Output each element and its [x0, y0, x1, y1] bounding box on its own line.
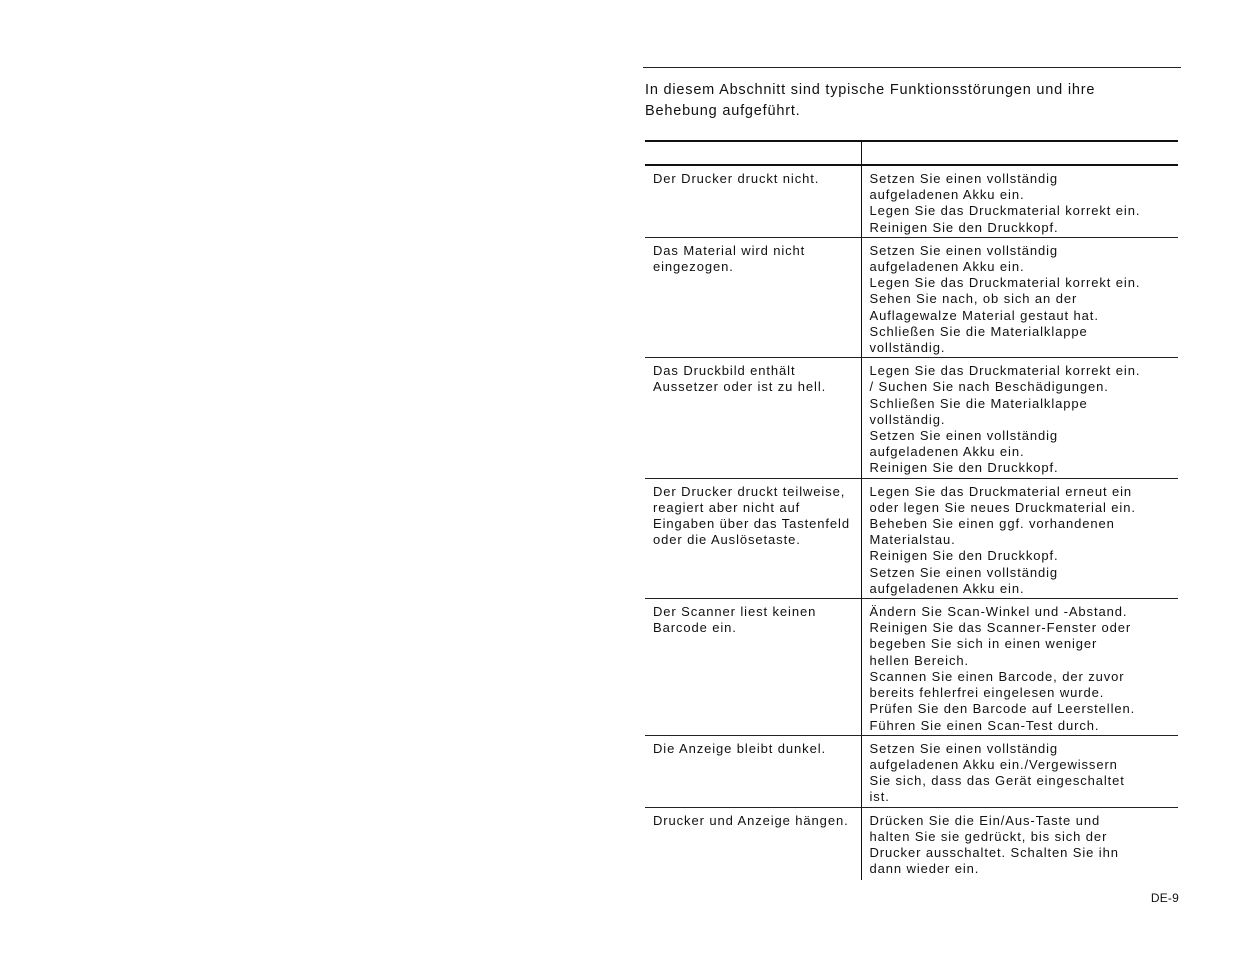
table-row	[645, 358, 1178, 478]
solution-line: Schließen Sie die Materialklappe	[869, 323, 1088, 339]
solution-line: Legen Sie das Druckmaterial korrekt ein.	[869, 275, 1141, 291]
solution-line: Reinigen Sie das Scanner-Fenster oder	[869, 620, 1132, 636]
problem-cell: Die Anzeige bleibt dunkel.	[645, 735, 861, 807]
solution-line: hellen Bereich.	[869, 652, 969, 668]
solution-line: halten Sie sie gedrückt, bis sich der	[869, 828, 1108, 844]
solution-line: Beheben Sie einen ggf. vorhandenen	[869, 516, 1115, 532]
solution-line: Setzen Sie einen vollständig	[869, 171, 1059, 186]
table-row	[645, 599, 1178, 736]
solution-line: aufgeladenen Akku ein.	[869, 259, 1025, 275]
solution-cell	[861, 165, 1178, 237]
solution-line: Sehen Sie nach, ob sich an der	[869, 291, 1078, 307]
solution-cell	[861, 478, 1178, 598]
solution-line: Drücken Sie die Ein/Aus-Taste und	[869, 812, 1101, 828]
solution-line: Prüfen Sie den Barcode auf Leerstellen.	[869, 701, 1136, 717]
solution-cell	[861, 237, 1178, 357]
table-row	[645, 735, 1178, 807]
solution-line: Legen Sie das Druckmaterial korrekt ein.	[869, 203, 1141, 219]
page-number: DE-9	[1150, 891, 1179, 905]
solution-line: bereits fehlerfrei eingelesen wurde.	[869, 685, 1105, 701]
solution-line: Setzen Sie einen vollständig	[869, 564, 1059, 580]
solution-cell	[861, 807, 1178, 880]
solution-line: Setzen Sie einen vollständig	[869, 740, 1059, 756]
header-solution	[861, 141, 1178, 165]
solution-line: oder legen Sie neues Druckmaterial ein.	[869, 499, 1136, 515]
solution-line: begeben Sie sich in einen weniger	[869, 636, 1098, 652]
solution-cell	[861, 358, 1178, 478]
problem-cell: Der Drucker druckt teilweise, reagiert aber nicht auf Eingaben über das Tastenfeld oder die Auslösetaste.	[645, 478, 861, 598]
problem-cell: Der Drucker druckt nicht.	[645, 165, 861, 237]
solution-line: Setzen Sie einen vollständig	[869, 428, 1059, 444]
solution-line: Legen Sie das Druckmaterial erneut ein	[869, 483, 1133, 499]
table-row	[645, 807, 1178, 880]
problem-cell: Das Druckbild enthält Aussetzer oder ist zu hell.	[645, 358, 861, 478]
table-row	[645, 237, 1178, 357]
solution-line: dann wieder ein.	[869, 861, 980, 877]
solution-line: Setzen Sie einen vollständig	[869, 242, 1059, 258]
solution-line: vollständig.	[869, 411, 946, 427]
solution-line: Auflagewalze Material gestaut hat.	[869, 307, 1099, 323]
solution-line: Materialstau.	[869, 532, 956, 548]
solution-line: / Suchen Sie nach Beschädigungen.	[869, 379, 1109, 395]
table-row	[645, 478, 1178, 598]
solution-cell	[861, 599, 1178, 736]
solution-line: Ändern Sie Scan-Winkel und -Abstand.	[869, 604, 1128, 620]
troubleshooting-table	[645, 140, 1178, 880]
header-problem	[645, 141, 861, 165]
solution-line: Reinigen Sie den Druckkopf.	[869, 460, 1059, 476]
top-rule	[643, 67, 1181, 68]
solution-line: aufgeladenen Akku ein.	[869, 580, 1025, 596]
solution-line: vollständig.	[869, 340, 946, 356]
solution-line: Reinigen Sie den Druckkopf.	[869, 548, 1059, 564]
solution-line: Reinigen Sie den Druckkopf.	[869, 219, 1059, 235]
intro-paragraph: In diesem Abschnitt sind typische Funktionsstörungen und ihre Behebung aufgeführt.	[645, 82, 1096, 119]
solution-line: aufgeladenen Akku ein.	[869, 187, 1025, 203]
solution-line: ist.	[869, 789, 890, 805]
table-row	[645, 165, 1178, 237]
solution-line: Scannen Sie einen Barcode, der zuvor	[869, 668, 1125, 684]
problem-cell: Drucker und Anzeige hängen.	[645, 807, 861, 880]
solution-line: Drucker ausschaltet. Schalten Sie ihn	[869, 844, 1119, 860]
solution-line: aufgeladenen Akku ein./Vergewissern	[869, 756, 1118, 772]
solution-line: Schließen Sie die Materialklappe	[869, 395, 1088, 411]
solution-line: aufgeladenen Akku ein.	[869, 444, 1025, 460]
solution-line: Sie sich, dass das Gerät eingeschaltet	[869, 773, 1125, 789]
problem-cell: Das Material wird nicht eingezogen.	[645, 237, 861, 357]
solution-line: Legen Sie das Druckmaterial korrekt ein.	[869, 363, 1141, 379]
solution-cell	[861, 735, 1178, 807]
problem-cell: Der Scanner liest keinen Barcode ein.	[645, 599, 861, 736]
table-header-row	[645, 141, 1178, 165]
solution-line: Führen Sie einen Scan-Test durch.	[869, 717, 1100, 733]
